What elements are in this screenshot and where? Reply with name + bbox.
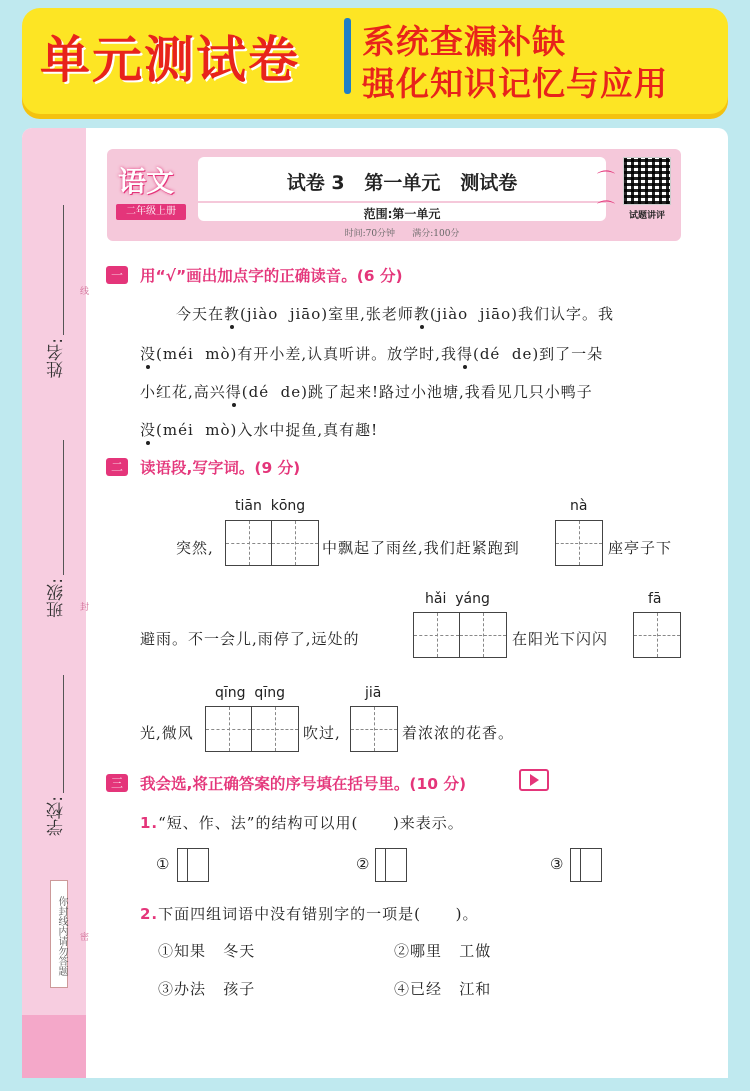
section-title: 用“√”画出加点字的正确读音。(6 分)	[140, 267, 403, 285]
section-title: 读语段,写字词。(9 分)	[140, 459, 301, 477]
passage-text: 着浓浓的花香。	[402, 724, 515, 742]
pinyin-hint: qīng qīng	[215, 685, 285, 701]
q2-option-1[interactable]: ①知果 冬天	[158, 942, 256, 960]
passage-text: 光,微风	[140, 724, 194, 742]
passage-text: 中飘起了雨丝,我们赶紧跑到	[322, 539, 520, 557]
section-badge: 二	[106, 458, 128, 476]
banner-slogan-1: 系统查漏补缺	[362, 22, 566, 61]
no-answer-warning: 你封线内请勿答题	[50, 880, 68, 988]
banner-divider	[344, 18, 351, 94]
q2-option-4[interactable]: ④已经 江和	[394, 980, 492, 998]
passage-text: 在阳光下闪闪	[512, 630, 609, 648]
hook-icon: ⌒	[597, 200, 615, 221]
passage-text: 座亭子下	[608, 539, 673, 557]
writing-grid[interactable]	[555, 520, 603, 566]
seal-mark-3: 密	[80, 933, 90, 943]
writing-grid[interactable]	[225, 520, 319, 566]
q1-option-2: ②	[356, 855, 370, 873]
q1-option-2-box[interactable]	[375, 848, 407, 882]
pinyin-hint: hǎi yáng	[425, 591, 490, 607]
paper-range: 范围:第一单元	[363, 207, 441, 221]
video-play-icon[interactable]	[519, 769, 549, 791]
name-label: 姓名:	[47, 338, 67, 378]
school-label: 学校:	[47, 796, 67, 836]
school-line	[63, 675, 64, 793]
seal-mark-1: 线	[80, 287, 90, 297]
pinyin-hint: tiān kōng	[235, 498, 306, 514]
subject-label: 语文	[118, 165, 175, 198]
question-1: 1.“短、作、法”的结构可以用( )来表示。	[140, 814, 464, 832]
class-line	[63, 440, 64, 575]
q2-option-3[interactable]: ③办法 孩子	[158, 980, 256, 998]
pinyin-hint: nà	[570, 498, 588, 514]
writing-grid[interactable]	[413, 612, 507, 658]
section-badge: 三	[106, 774, 128, 792]
binding-strip-tab	[22, 1015, 86, 1078]
name-line	[63, 205, 64, 335]
writing-grid[interactable]	[633, 612, 681, 658]
passage-line: 没(méi mò)有开小差,认真听讲。放学时,我得(dé de)到了一朵	[140, 345, 604, 363]
q1-option-1-box[interactable]	[177, 848, 209, 882]
header-separator	[198, 201, 606, 203]
section-badge: 一	[106, 266, 128, 284]
q1-option-3: ③	[550, 855, 564, 873]
grade-badge: 二年级上册	[116, 204, 186, 220]
passage-line: 小红花,高兴得(dé de)跳了起来!路过小池塘,我看见几只小鸭子	[140, 383, 593, 401]
question-2: 2.下面四组词语中没有错别字的一项是( )。	[140, 905, 479, 923]
pinyin-hint: jiā	[365, 685, 382, 701]
hook-icon: ⌒	[597, 170, 615, 191]
seal-mark-2: 封	[80, 603, 90, 613]
section-title: 我会选,将正确答案的序号填在括号里。(10 分)	[140, 775, 467, 793]
qr-code-icon[interactable]	[623, 157, 671, 205]
passage-text: 突然,	[176, 539, 214, 557]
writing-grid[interactable]	[205, 706, 299, 752]
q2-option-2[interactable]: ②哪里 工做	[394, 942, 492, 960]
paper-title: 试卷 3 第一单元 测试卷	[286, 172, 518, 194]
pinyin-hint: fā	[648, 591, 662, 607]
qr-label: 试题讲评	[628, 211, 665, 221]
paper-time-score: 时间:70分钟 满分:100分	[344, 229, 460, 239]
banner-slogan-2: 强化知识记忆与应用	[362, 64, 668, 103]
passage-text: 吹过,	[303, 724, 341, 742]
writing-grid[interactable]	[350, 706, 398, 752]
banner-title: 单元测试卷	[40, 31, 300, 89]
q1-option-1: ①	[156, 855, 170, 873]
class-label: 班级:	[47, 578, 67, 618]
passage-text: 避雨。不一会儿,雨停了,远处的	[140, 630, 360, 648]
passage-line: 今天在教(jiào jiāo)室里,张老师教(jiào jiāo)我们认字。我	[176, 305, 614, 323]
passage-line: 没(méi mò)入水中捉鱼,真有趣!	[140, 421, 379, 439]
q1-option-3-box[interactable]	[570, 848, 602, 882]
